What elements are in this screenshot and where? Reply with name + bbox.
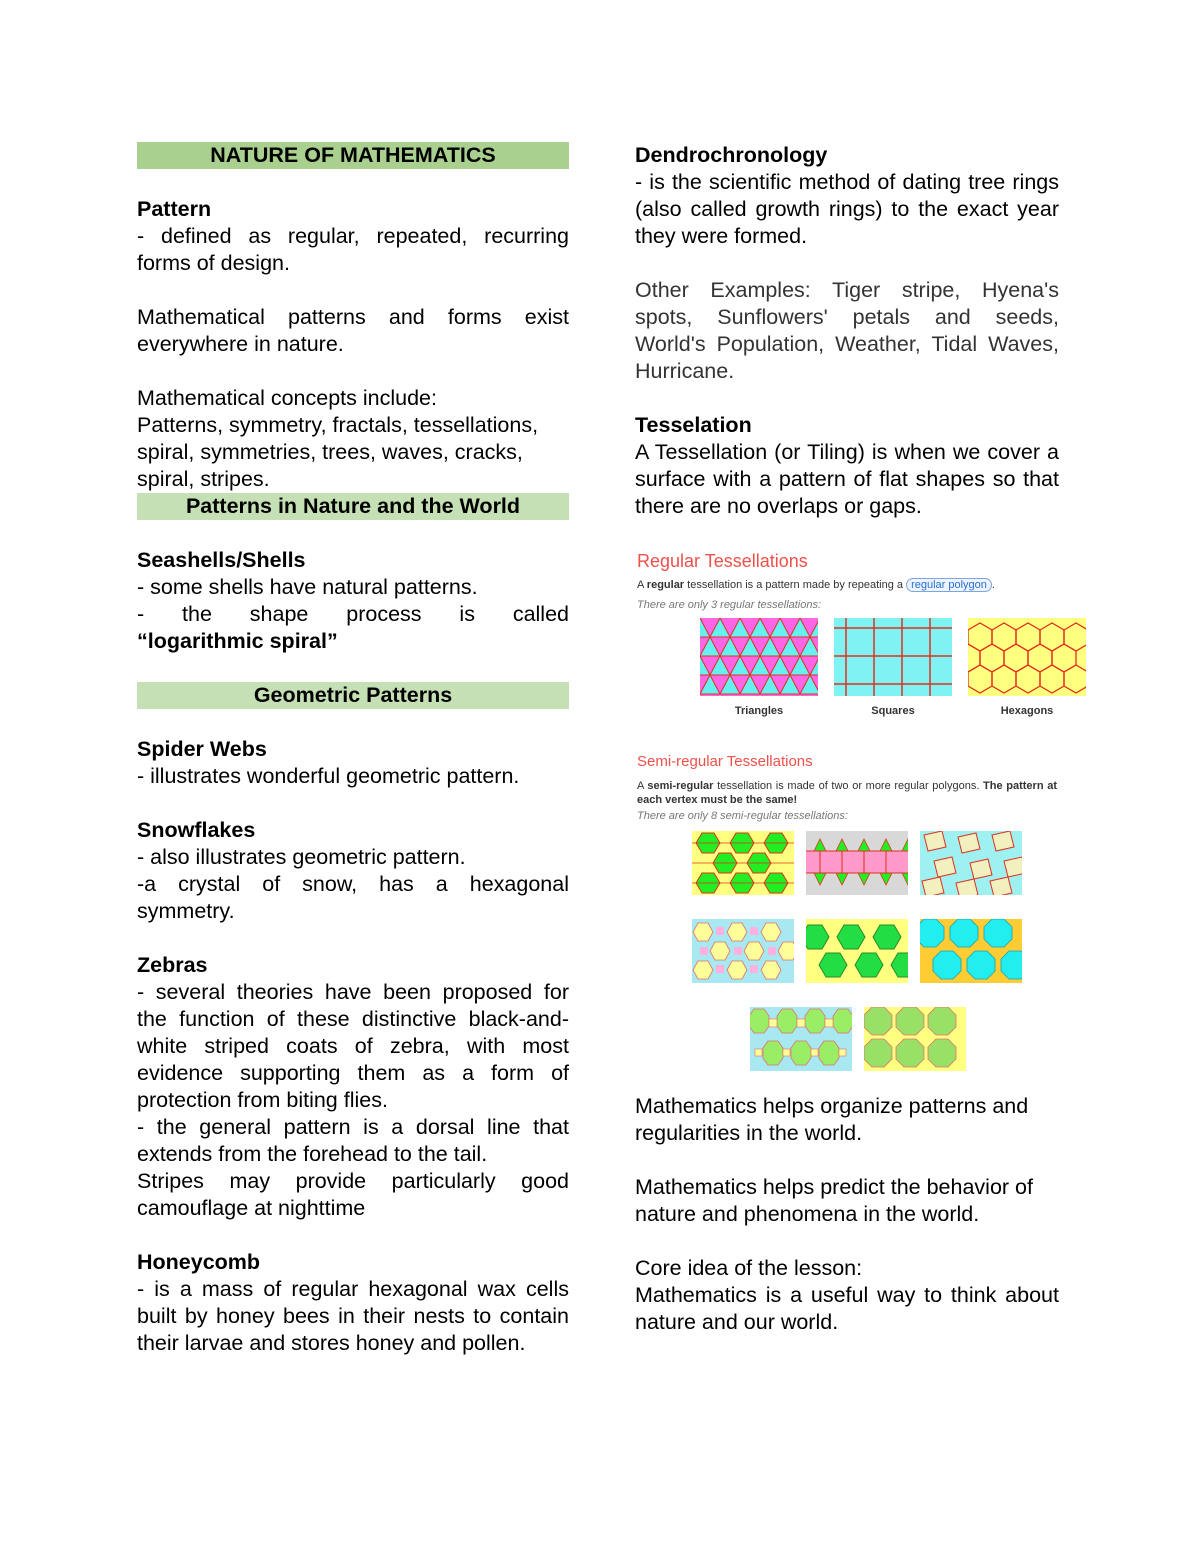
section-band-geometric: Geometric Patterns bbox=[137, 682, 569, 709]
semi-fig-note bbox=[637, 809, 1059, 823]
right-column bbox=[635, 142, 1059, 1336]
semi-tiles-row-1 bbox=[692, 831, 1059, 895]
semi-tile-4 bbox=[692, 919, 794, 983]
caption-squares: Squares bbox=[871, 705, 915, 717]
zebra-text-2: - the general pattern is a dorsal line that extends from the forehead to the tail. bbox=[137, 1115, 569, 1166]
semi-desc-b: semi-regular bbox=[647, 780, 714, 792]
zebra-heading: Zebras bbox=[137, 953, 208, 977]
regular-note-text: There are only 3 regular tessellations: bbox=[637, 599, 822, 611]
regular-desc-a: A bbox=[637, 579, 647, 591]
honey-heading: Honeycomb bbox=[137, 1250, 261, 1274]
semi-desc-d: The pattern at each vertex must be the same! bbox=[637, 780, 1057, 806]
snow-text-2: -a crystal of snow, has a hexagonal symmetry. bbox=[137, 872, 569, 923]
core-idea-text: Mathematics is a useful way to think about nature and our world. bbox=[635, 1283, 1059, 1334]
semi-tile-6 bbox=[920, 919, 1022, 983]
semi-desc-a: A bbox=[637, 780, 648, 792]
semi-tile-8 bbox=[864, 1007, 966, 1071]
spider-heading: Spider Webs bbox=[137, 737, 267, 761]
semi-note-text: There are only 8 semi-regular tessellations: bbox=[637, 810, 848, 822]
math-patterns-text: Mathematical patterns and forms exist everywhere in nature. bbox=[137, 305, 569, 356]
tess-text: A Tessellation (or Tiling) is when we cover a surface with a pattern of flat shapes so that there are no overlaps or gaps. bbox=[635, 440, 1059, 518]
semi-tiles-row-3 bbox=[750, 1007, 1059, 1071]
regular-desc-d: . bbox=[991, 579, 995, 591]
snow-heading: Snowflakes bbox=[137, 818, 256, 842]
semi-tile-7 bbox=[750, 1007, 852, 1071]
semi-fig-desc bbox=[637, 779, 1057, 807]
semi-tile-2 bbox=[806, 831, 908, 895]
spider-text: - illustrates wonderful geometric pattern. bbox=[137, 764, 520, 788]
caption-triangles: Triangles bbox=[734, 705, 784, 717]
other-examples: Other Examples: Tiger stripe, Hyena's spots, Sunflowers' petals and seeds, World's Population, Weather, Tidal Waves, Hurricane. bbox=[635, 278, 1059, 383]
shells-heading: Seashells/Shells bbox=[137, 548, 306, 572]
page-title: NATURE OF MATHEMATICS bbox=[137, 142, 569, 169]
triangles-tiling bbox=[700, 618, 818, 696]
semi-regular-tessellations-figure bbox=[637, 751, 1059, 1071]
regular-polygon-link[interactable]: regular polygon bbox=[906, 578, 992, 592]
shells-line-2: - the shape process is called bbox=[137, 602, 569, 626]
regular-fig-note bbox=[637, 598, 1059, 612]
snow-text-1: - also illustrates geometric pattern. bbox=[137, 845, 466, 869]
regular-fig-desc bbox=[637, 578, 1059, 592]
concepts-list: Patterns, symmetry, fractals, tessellations, spiral, symmetries, trees, waves, cracks, spiral, stripes. bbox=[137, 413, 539, 491]
shells-line-2-bold: “logarithmic spiral” bbox=[137, 629, 338, 653]
tile-hexagons bbox=[968, 618, 1086, 725]
regular-fig-title: Regular Tessellations bbox=[637, 551, 808, 571]
zebra-text-1: - several theories have been proposed for the function of these distinctive black-and-white striped coats of zebra, with most evidence supporting them as a form of protection from biting flies. bbox=[137, 980, 569, 1112]
semi-fig-title: Semi-regular Tessellations bbox=[637, 753, 813, 770]
semi-tile-1 bbox=[692, 831, 794, 895]
semi-desc-c: tessellation is made of two or more regular polygons. bbox=[713, 780, 984, 792]
regular-desc-b: regular bbox=[646, 579, 685, 591]
hexagons-tiling bbox=[968, 618, 1086, 696]
shells-line-1: - some shells have natural patterns. bbox=[137, 575, 478, 599]
regular-tiles-row bbox=[700, 618, 1059, 725]
tile-squares bbox=[834, 618, 952, 725]
caption-hexagons: Hexagons bbox=[1000, 705, 1054, 717]
dendro-heading: Dendrochronology bbox=[635, 143, 828, 167]
pattern-heading: Pattern bbox=[137, 197, 212, 221]
semi-tile-3 bbox=[920, 831, 1022, 895]
regular-desc-c: tessellation is a pattern made by repeating a bbox=[684, 579, 907, 591]
core-idea-intro: Core idea of the lesson: bbox=[635, 1256, 863, 1280]
zebra-text-3: Stripes may provide particularly good camouflage at nighttime bbox=[137, 1169, 569, 1220]
tess-heading: Tesselation bbox=[635, 413, 752, 437]
concepts-intro: Mathematical concepts include: bbox=[137, 386, 437, 410]
semi-tile-5 bbox=[806, 919, 908, 983]
honey-text: - is a mass of regular hexagonal wax cells built by honey bees in their nests to contain their larvae and stores honey and pollen. bbox=[137, 1277, 569, 1355]
pattern-definition: - defined as regular, repeated, recurring forms of design. bbox=[137, 224, 569, 275]
tile-triangles bbox=[700, 618, 818, 725]
conclusion-predict: Mathematics helps predict the behavior of nature and phenomena in the world. bbox=[635, 1175, 1033, 1226]
squares-tiling bbox=[834, 618, 952, 696]
semi-tiles-row-2 bbox=[692, 919, 1059, 983]
regular-tessellations-figure bbox=[637, 550, 1059, 725]
conclusion-organize: Mathematics helps organize patterns and regularities in the world. bbox=[635, 1094, 1029, 1145]
left-column bbox=[137, 142, 569, 1357]
dendro-text: - is the scientific method of dating tree rings (also called growth rings) to the exact year they were formed. bbox=[635, 170, 1059, 248]
section-band-nature: Patterns in Nature and the World bbox=[137, 493, 569, 520]
